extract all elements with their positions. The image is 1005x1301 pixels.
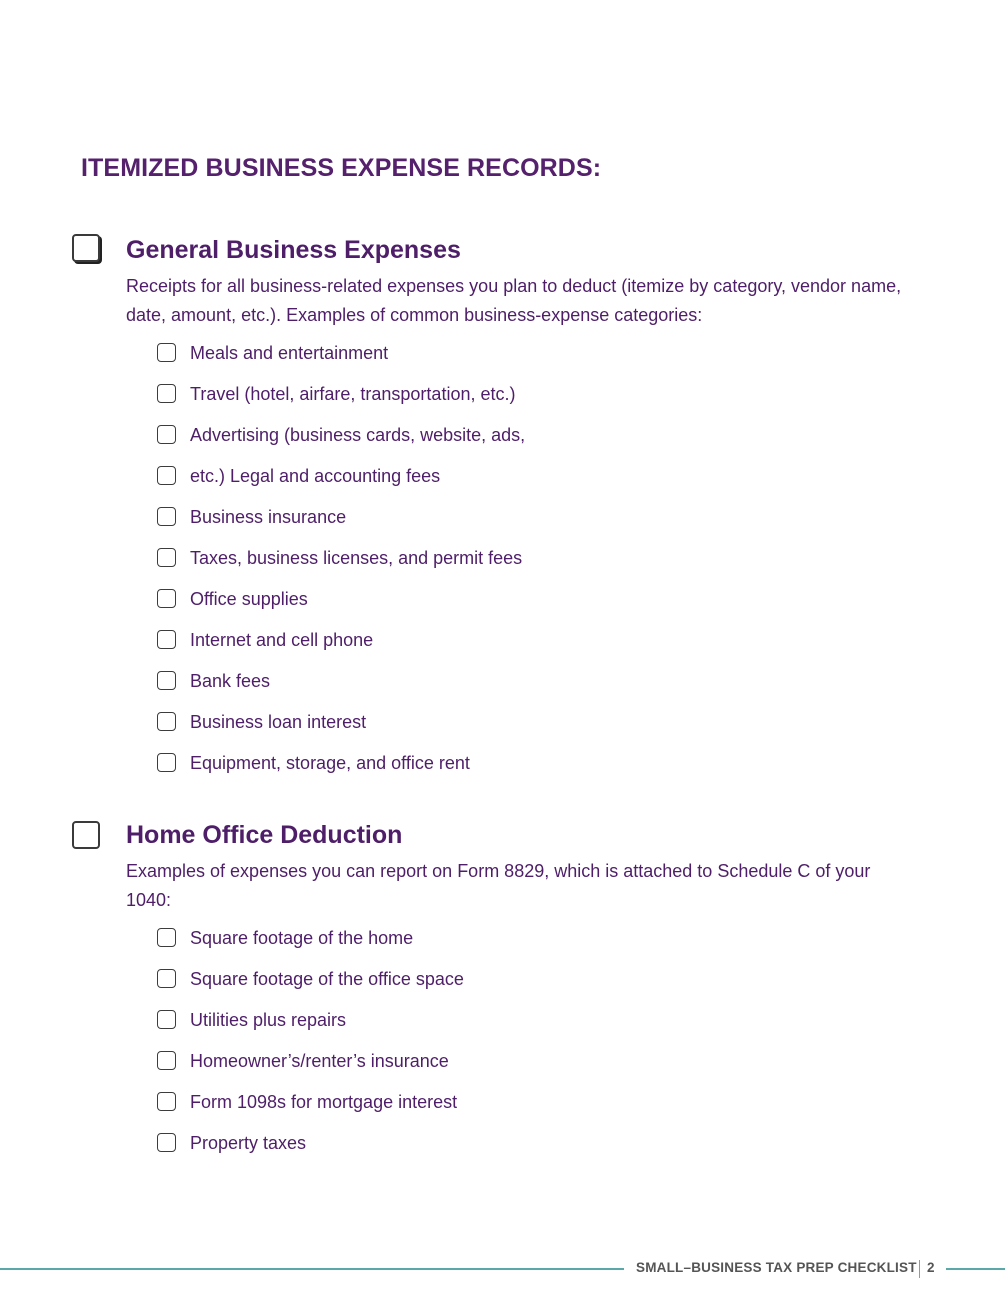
item-checkbox[interactable] [157,384,176,403]
checklist-item [157,424,525,465]
item-checkbox[interactable] [157,507,176,526]
checklist-item [157,465,525,506]
item-label: Square footage of the home [190,928,414,948]
item-checkbox[interactable] [157,1010,176,1029]
item-label: etc.) Legal and accounting fees [190,466,441,486]
item-label: Advertising (business cards, website, ads, [190,425,526,445]
checklist-item [157,506,525,547]
section-title-home-office: Home Office Deduction [126,821,403,849]
item-checkbox[interactable] [157,1133,176,1152]
checklist-item [157,752,525,793]
section-title-general: General Business Expenses [126,236,461,264]
footer-rule-left [0,1268,624,1270]
item-label: Travel (hotel, airfare, transportation, etc.) [190,384,516,404]
footer-separator [919,1260,920,1278]
checklist-item [157,1009,464,1050]
page-heading: ITEMIZED BUSINESS EXPENSE RECORDS: [81,154,602,182]
item-label: Bank fees [190,671,271,691]
checklist-item [157,670,525,711]
item-label: Property taxes [190,1133,307,1153]
item-label: Form 1098s for mortgage interest [190,1092,458,1112]
checklist-item [157,383,525,424]
section-checkbox-general[interactable] [72,234,100,262]
checklist-item [157,1050,464,1091]
item-label: Equipment, storage, and office rent [190,753,470,773]
item-label: Square footage of the office space [190,969,464,989]
item-label: Utilities plus repairs [190,1010,347,1030]
checklist-item [157,547,525,588]
item-checkbox[interactable] [157,1092,176,1111]
item-label: Homeowner’s/renter’s insurance [190,1051,449,1071]
checklist-item [157,1091,464,1132]
checklist-item [157,629,525,670]
checklist-general [157,342,525,793]
checklist-item [157,927,464,968]
footer-title: SMALL–BUSINESS TAX PREP CHECKLIST [636,1260,917,1275]
item-label: Internet and cell phone [190,630,374,650]
item-checkbox[interactable] [157,589,176,608]
item-checkbox[interactable] [157,969,176,988]
footer-rule-right [946,1268,1005,1270]
section-description-general: Receipts for all business-related expenses you plan to deduct (itemize by category, vendor name, date, amount, etc.). Examples of common business-expense categories: [126,276,902,325]
item-checkbox[interactable] [157,928,176,947]
checklist-item [157,968,464,1009]
section-checkbox-home-office[interactable] [72,821,100,849]
item-checkbox[interactable] [157,343,176,362]
item-checkbox[interactable] [157,671,176,690]
checklist-item [157,711,525,752]
checklist-item [157,1132,464,1173]
item-label: Taxes, business licenses, and permit fees [190,548,523,568]
item-checkbox[interactable] [157,712,176,731]
item-checkbox[interactable] [157,466,176,485]
item-label: Business loan interest [190,712,367,732]
item-checkbox[interactable] [157,425,176,444]
item-label: Office supplies [190,589,308,609]
item-checkbox[interactable] [157,630,176,649]
item-label: Meals and entertainment [190,343,389,363]
checklist-item [157,342,525,383]
item-checkbox[interactable] [157,1051,176,1070]
item-checkbox[interactable] [157,753,176,772]
page-footer [0,1257,1005,1281]
checklist-item [157,588,525,629]
item-label: Business insurance [190,507,347,527]
footer-page-number: 2 [927,1260,935,1275]
item-checkbox[interactable] [157,548,176,567]
checklist-home-office [157,927,464,1173]
section-description-home-office: Examples of expenses you can report on Form 8829, which is attached to Schedule C of your 1040: [126,861,871,910]
